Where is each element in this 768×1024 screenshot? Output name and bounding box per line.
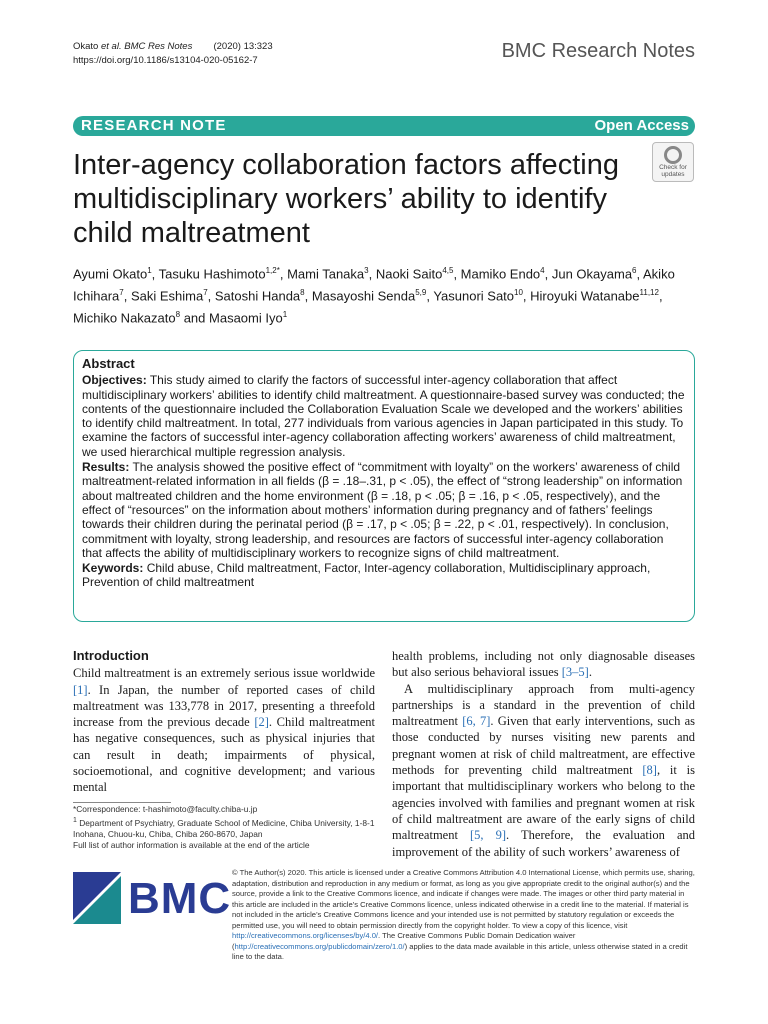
author-name[interactable]: Saki Eshima xyxy=(130,288,204,304)
citation-link[interactable]: [6, 7] xyxy=(462,714,491,729)
abstract-heading: Abstract xyxy=(82,356,135,371)
author-name[interactable]: Naoki Saito xyxy=(375,266,443,282)
body-column-right xyxy=(392,648,695,860)
correspondence-email[interactable]: *Correspondence: t-hashimoto@faculty.chiba-u.jp xyxy=(73,804,258,814)
author-affiliation: 4,5 xyxy=(442,266,454,275)
author-affiliation: 7 xyxy=(119,287,124,297)
footnotes xyxy=(73,804,375,851)
abstract xyxy=(73,350,695,622)
footnote-divider xyxy=(73,802,171,803)
author-affiliation: 10 xyxy=(514,287,523,297)
paragraph: A multidisciplinary approach from multi-agency partnerships is a standard in the prevention of child maltreatment [6, 7]. Given that early interventions, such as those conducted by nurses visiting new parents and pregnant women at risk of child maltreatment, are effective methods for preventing child maltreatment [8], it is important that multidisciplinary workers who belong to the agencies involved with families and pregnant women at risk of child maltreatment are aware of the early signs of child maltreatment [5, 9]. Therefore, the evaluation and improvement of the ability of such workers’ awareness of xyxy=(392,681,695,859)
affiliation: $^1$ Department of Psychiatry, Graduate School of Medicine, Chiba University, 1-8-1 Inohana, Chuou-ku, Chiba, Chiba 260-8670, Japan xyxy=(73,817,375,839)
author-affiliation: 3 xyxy=(364,266,369,275)
author-name[interactable]: Tasuku Hashimoto xyxy=(158,266,266,282)
author-name[interactable]: Ayumi Okato xyxy=(73,266,148,282)
abstract-objectives: Objectives: This study aimed to clarify the factors of successful inter-agency collaboration that affect multidisciplinary workers’ abilities to identify child maltreatment. A questionnaire-based survey was conducted; the contents of the questionnaire included the Collaboration Evaluation Scale we developed and the workers’ abilities to identify child maltreatment. In total, 277 individuals from various agencies in Japan participated in this study. To examine the factors of successful inter-agency collaboration affecting workers’ awareness of child maltreatment, we used hierarchical multiple regression analysis. xyxy=(82,373,685,459)
author-conjunction: and xyxy=(183,309,206,325)
author-name[interactable]: Masaomi Iyo xyxy=(209,309,283,325)
author-name[interactable]: Mamiko Endo xyxy=(460,266,541,282)
author-affiliation: 1,2* xyxy=(265,266,280,275)
citation-link[interactable]: [5, 9] xyxy=(470,828,507,843)
abstract-keywords: Keywords: Child abuse, Child maltreatment, Factor, Inter-agency collaboration, Multidisciplinary approach, Prevention of child maltreatment xyxy=(82,561,651,590)
bmc-logo-text: BMC xyxy=(128,874,232,923)
citation-link[interactable]: [3–5] xyxy=(561,665,589,680)
public-domain-link[interactable]: http://creativecommons.org/publicdomain/zero/1.0/ xyxy=(234,941,405,951)
article-title: Inter-agency collaboration factors affecting multidisciplinary workers’ ability to identify child maltreatment xyxy=(73,149,619,249)
body-column-left xyxy=(73,648,375,796)
author-affiliation: 1 xyxy=(147,266,152,275)
check-updates-icon xyxy=(664,146,682,164)
author-name[interactable]: Mami Tanaka xyxy=(287,266,365,282)
abstract-results: Results: The analysis showed the positive effect of “commitment with loyalty” on the workers’ awareness of child maltreatment-related information in all fields (β = .18–.31, p < .05), the effect of “strong leadership” on information about maltreated children and the home environment (β = .18, p < .05; β = .16, p < .05, respectively), and the effect of “resources” on the information about mothers’ information during pregnancy and of fathers’ feelings towards their children during the perinatal period (β = .17, p < .05; β = .22, p < .01, respectively). In conclusion, commitment with loyalty, strong leadership, and resources are factors of successful inter-agency collaboration that affects the ability of multidisciplinary workers to recognize signs of child maltreatment. xyxy=(82,460,683,560)
citation-header xyxy=(73,40,273,68)
author-name[interactable]: Satoshi Handa xyxy=(214,288,301,304)
author-info-note: Full list of author information is available at the end of the article xyxy=(73,839,310,850)
open-access-badge: Open Access xyxy=(594,117,689,134)
author-name[interactable]: Akiko Ichihara xyxy=(73,266,675,304)
article-type-banner xyxy=(73,116,695,136)
author-affiliation: 8 xyxy=(175,309,181,319)
author-name[interactable]: Jun Okayama xyxy=(551,266,633,282)
author-affiliation: 5,9 xyxy=(415,287,427,297)
article-type: RESEARCH NOTE xyxy=(81,117,227,134)
author-name[interactable]: Yasunori Sato xyxy=(433,288,515,304)
paragraph: health problems, including not only diagnosable diseases but also serious behavioral issues [3–5]. xyxy=(392,649,695,680)
doi-link[interactable]: https://doi.org/10.1186/s13104-020-05162-7 xyxy=(73,55,258,66)
author-affiliation: 6 xyxy=(632,266,637,275)
author-affiliation: 11,12 xyxy=(639,287,659,297)
author-name[interactable]: Michiko Nakazato xyxy=(73,309,176,325)
author-affiliation: 8 xyxy=(300,287,305,297)
citation-link[interactable]: [1] xyxy=(73,682,88,697)
author-affiliation: 1 xyxy=(282,309,288,319)
citation-link[interactable]: [2] xyxy=(254,715,269,730)
journal-name: BMC Research Notes xyxy=(501,40,695,62)
author-name[interactable]: Masayoshi Senda xyxy=(311,288,416,304)
author-affiliation: 4 xyxy=(540,266,545,275)
license-text: © The Author(s) 2020. This article is licensed under a Creative Commons Attribution 4.0 International License, which permits use, sharing, adaptation, distribution and reproduction in any medium or format, as long as you give appropriate credit to the original author(s) and the source, provide a link to the Creative Commons licence, and indicate if changes were made. The images or other third party material in this article are included in the article’s Creative Commons licence, unless indicated otherwise in a credit line to the material. If material is not included in the article’s Creative Commons licence and your intended use is not permitted by statutory regulation or exceeds the permitted use, you will need to obtain permission directly from the copyright holder. To view a copy of this licence, visit http://creativecommons.org/licenses/by/4.0/. The Creative Commons Public Domain Dedication waiver (http://creativecommons.org/publicdomain/zero/1.0/) applies to the data made available in this article, unless otherwise stated in a credit line to the data. xyxy=(232,868,695,961)
paragraph: Child maltreatment is an extremely serious issue worldwide [1]. In Japan, the number of reported cases of child maltreatment was 133,778 in 2017, presenting a threefold increase from the previous decade [2]. Child maltreatment has negative consequences, such as physical injuries that can result in death; impairments of physical, socioemotional, and cognitive development; and various mental xyxy=(73,666,375,795)
citation-link[interactable]: [8] xyxy=(642,763,657,778)
author-list: Ayumi Okato$^1$, Tasuku Hashimoto$^{1,2*}$, Mami Tanaka$^3$, Naoki Saito$^{4,5}$, Mamiko Endo$^4$, Jun Okayama$^6$, Akiko Ichihara$^7$, Saki Eshima$^7$, Satoshi Handa$^8$, Masayoshi Senda$^{5,9}$, Yasunori Sato$^{10}$, Hiroyuki Watanabe$^{11,12}$, Michiko Nakazato$^8$ and Masaomi Iyo$^1$ xyxy=(73,266,675,325)
check-for-updates-button[interactable]: Check for updates xyxy=(652,142,694,182)
author-name[interactable]: Hiroyuki Watanabe xyxy=(530,288,640,304)
section-heading-introduction: Introduction xyxy=(73,648,149,663)
author-affiliation: 7 xyxy=(203,287,208,297)
license-link[interactable]: http://creativecommons.org/licenses/by/4.0/ xyxy=(232,931,379,940)
journal-citation: Okato et al. BMC Res Notes (2020) 13:323 xyxy=(73,41,273,52)
